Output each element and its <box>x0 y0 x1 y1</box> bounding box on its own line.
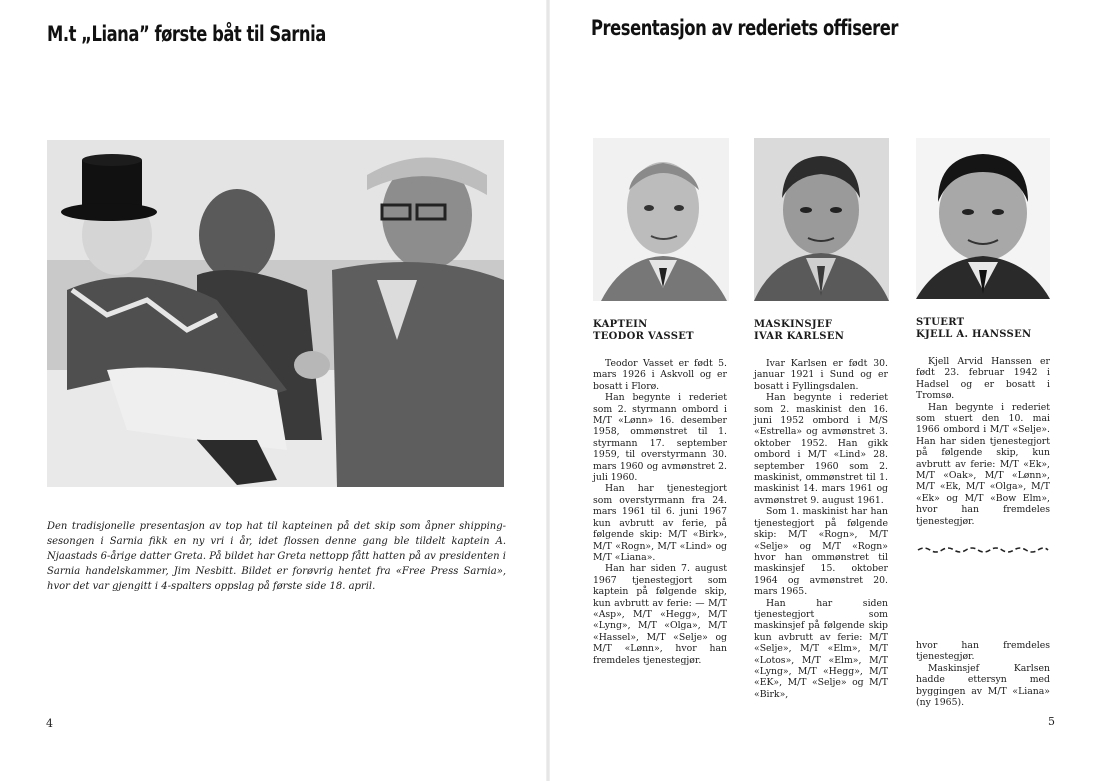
photo-caption: Den tradisjonelle presentasjon av top hat til kapteinen på det skip som åpner shipping-sesongen i Sarnia fikk en ny vri i år, idet flossen denne gang ble tildelt kaptein A. Njaastads 6-årige datter Greta. På bildet har Greta nettopp fått hatten på av presidenten i Sarnia handelskammer, Jim Nesbitt. Bildet er forøvrig hentet fra «Free Press Sarnia», hvor det var gjengitt i 4-spalters oppslag på første side 18. april. <box>47 521 506 592</box>
bio-paragraph: Han begynte i rederiet som 2. maskinist den 16. juni 1952 ombord i M/S «Estrella» og avmønstret 3. oktober 1952. Han gikk ombord i M/T «Lind» 28. september 1960 som 2. maskinist, ommønstret til 1. maskinist 14. mars 1961 og avmønstret 9. august 1961. <box>754 392 888 506</box>
bio-paragraph: Han begynte i rederiet som stuert den 10. mai 1966 ombord i M/T «Selje». Han har siden tjenestegjort på følgende skip, kun avbrutt av ferie: M/T «Ek», M/T «Oak», M/T «Lønn», M/T «Ek, M/T «Olga», M/T «Ek» og M/T «Bow Elm», hvor han fremdeles tjenestegjør. <box>916 401 1050 527</box>
officer-bio <box>593 358 727 666</box>
officer-name: IVAR KARLSEN <box>754 331 845 342</box>
right-page-headline: Presentasjon av rederiets offiserer <box>591 16 898 40</box>
bio-paragraph: Han har tjenestegjort som overstyrmann fra 24. mars 1961 til 6. juni 1967 kun avbrutt av ferie, på følgende skip: M/T «Birk», M/T «Rogn», M/T «Lind» og M/T «Liana». <box>593 483 727 563</box>
bio-paragraph: Teodor Vasset er født 5. mars 1926 i Askvoll og er bosatt i Florø. <box>593 358 727 392</box>
portrait-photo-karlsen <box>754 138 889 301</box>
continuation-paragraph: Maskinsjef Karlsen hadde ettersyn med byggingen av M/T «Liana» (ny 1965). <box>916 662 1050 709</box>
officer-title: STUERT <box>916 317 965 328</box>
officer-hanssen <box>916 138 1076 553</box>
wave-divider-icon <box>916 545 1050 553</box>
left-page-headline: M.t „Liana” første båt til Sarnia <box>47 22 326 46</box>
bio-paragraph: Han har siden 7. august 1967 tjenestegjort som kaptein på følgende skip, kun avbrutt av ferie: — M/T «Asp», M/T «Hegg», M/T «Lyng», M/T «Olga», M/T «Hassel», M/T «Selje» og M/T «Lønn», hvor han fremdeles tjenestegjør. <box>593 563 727 666</box>
page-number-right: 5 <box>1048 715 1055 728</box>
officer-bio <box>754 358 888 700</box>
photo-children-tophat-icon <box>47 140 504 487</box>
officer-name-block <box>754 319 914 343</box>
officer-name-block <box>593 319 753 343</box>
officer-karlsen <box>754 138 914 700</box>
bio-paragraph: Som 1. maskinist har han tjenestegjort på følgende skip: M/T «Rogn», M/T «Selje» og M/T «Rogn» hvor han ommønstret til maskinsjef 15. oktober 1964 og avmønstret 20. mars 1965. <box>754 506 888 598</box>
portrait-man-balding-icon <box>593 138 729 301</box>
officer-name: KJELL A. HANSSEN <box>916 329 1032 340</box>
bio-paragraph: Kjell Arvid Hanssen er født 23. februar 1942 i Hadsel og er bosatt i Tromsø. <box>916 356 1050 402</box>
bio-paragraph: Ivar Karlsen er født 30. januar 1921 i Sund og er bosatt i Fyllingsdalen. <box>754 358 888 392</box>
page-number-left: 4 <box>46 717 53 730</box>
officer-title: KAPTEIN <box>593 319 648 330</box>
officer-name: TEODOR VASSET <box>593 331 694 342</box>
officer-bio <box>916 356 1050 527</box>
officer-title: MASKINSJEF <box>754 319 833 330</box>
continuation-paragraph: hvor han fremdeles tjenestegjør. <box>916 640 1050 663</box>
right-page <box>548 0 1100 781</box>
officer-name-block <box>916 317 1076 341</box>
bio-paragraph: Han begynte i rederiet som 2. styrmann ombord i M/T «Lønn» 16. desember 1958, ommønstret til 1. styrmann 17. september 1959, til overstyrmann 30. mars 1960 og avmønstret 2. juli 1960. <box>593 392 727 484</box>
top-hat-presentation-photo <box>47 140 504 487</box>
portrait-man-dark-hair-icon <box>754 138 889 301</box>
portrait-man-round-face-icon <box>916 138 1050 299</box>
portrait-photo-hanssen <box>916 138 1050 299</box>
continuation-text <box>916 640 1050 708</box>
bio-paragraph: Han har siden tjenestegjort som maskinsjef på følgende skip kun avbrutt av ferie: M/T «Selje», M/T «Elm», M/T «Lotos», M/T «Elm», M/T «Lyng», M/T «Hegg», M/T «EK», M/T «Selje» og M/T «Birk», <box>754 597 888 700</box>
officer-vasset <box>593 138 753 666</box>
portrait-photo-vasset <box>593 138 729 301</box>
left-page <box>0 0 548 781</box>
